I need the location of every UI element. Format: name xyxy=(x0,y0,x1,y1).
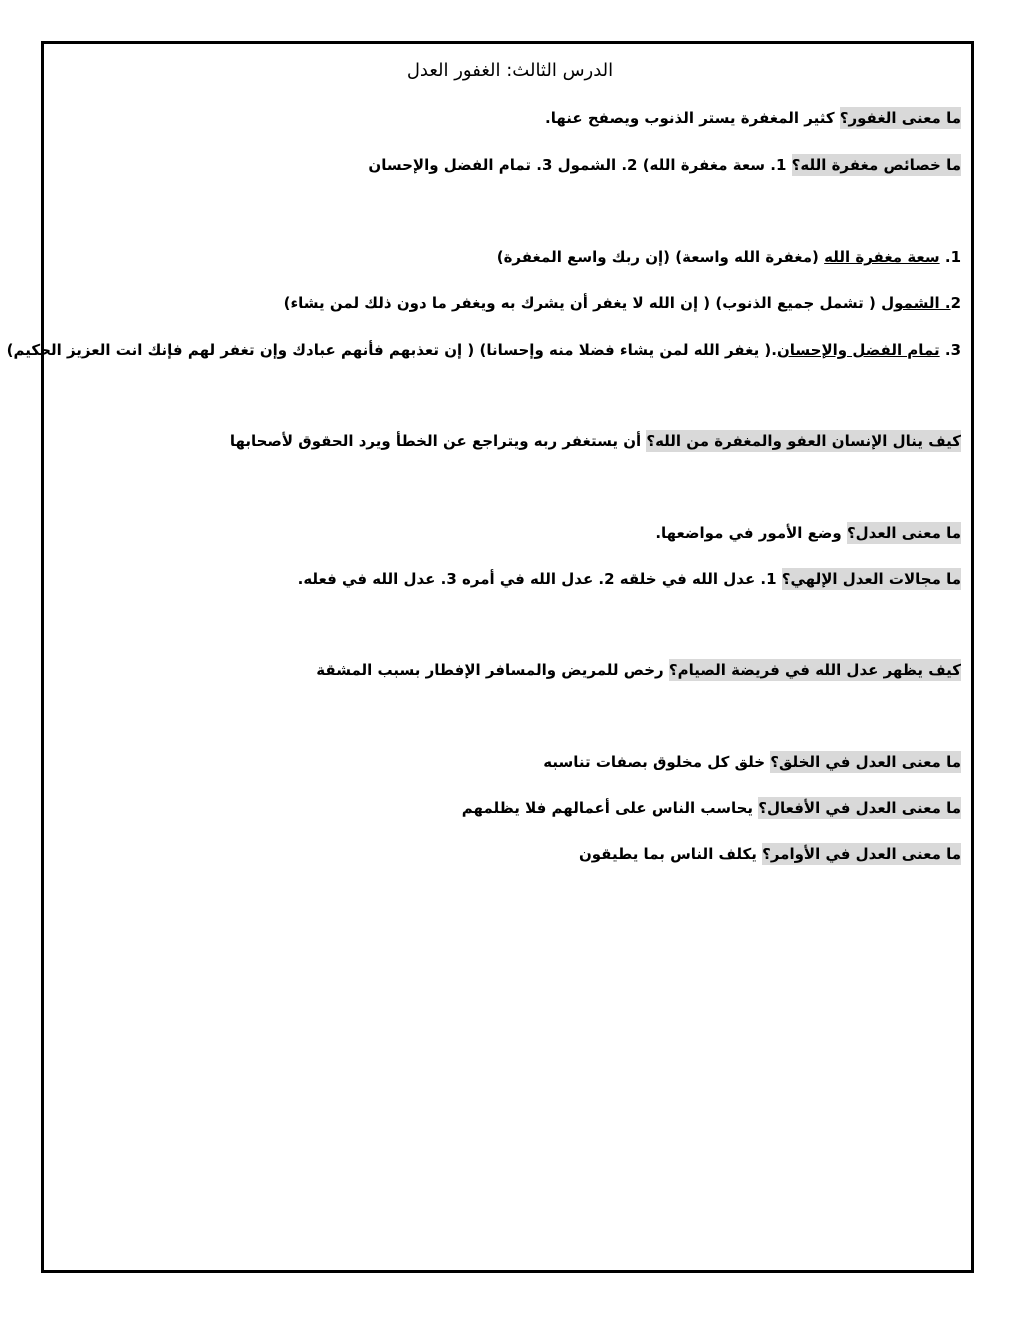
question: ما معنى العدل في الأفعال؟ xyxy=(758,799,961,817)
question: ما معنى العدل في الخلق؟ xyxy=(770,753,961,771)
line-justice-domains xyxy=(298,566,961,592)
line-trait-2 xyxy=(284,290,961,316)
line-justice-creation xyxy=(543,749,961,775)
item-heading: . الشمول xyxy=(881,294,951,312)
item-heading: سعة مغفرة الله xyxy=(824,248,940,266)
answer: يحاسب الناس على أعمالهم فلا يظلمهم xyxy=(461,799,759,817)
answer: 1. عدل الله في خلقه 2. عدل الله في أمره 3. عدل الله في فعله. xyxy=(297,570,782,588)
line-attaining-forgiveness xyxy=(230,428,961,454)
answer: يكلف الناس بما يطيقون xyxy=(578,845,763,863)
line-trait-3 xyxy=(7,337,961,363)
lesson-title: الدرس الثالث: الغفور العدل xyxy=(406,60,614,81)
line-ghafur-meaning xyxy=(545,105,961,131)
line-justice-meaning xyxy=(655,520,961,546)
line-justice-commands xyxy=(579,841,961,867)
item-text: .( يغفر الله لمن يشاء فضلا منه وإحسانا) ( إن تعذبهم فأنهم عبادك وإن تغفر لهم فإنك انت العزيز الحكيم) xyxy=(6,341,777,359)
question: ما معنى الغفور؟ xyxy=(839,109,961,127)
item-number: 3. xyxy=(939,341,961,359)
question: ما معنى العدل؟ xyxy=(846,524,961,542)
item-number: 1. xyxy=(939,248,961,266)
answer: رخص للمريض والمسافر الإفطار بسبب المشقة xyxy=(316,661,669,679)
question: كيف ينال الإنسان العفو والمغفرة من الله؟ xyxy=(646,432,961,450)
line-justice-fasting xyxy=(316,657,961,683)
answer: أن يستغفر ربه ويتراجع عن الخطأ ويرد الحقوق لأصحابها xyxy=(229,432,647,450)
line-justice-actions xyxy=(462,795,961,821)
answer: وضع الأمور في مواضعها. xyxy=(655,524,847,542)
question: ما خصائص مغفرة الله؟ xyxy=(791,156,961,174)
item-heading: تمام الفضل والإحسان xyxy=(776,341,940,359)
answer: 1. سعة مغفرة الله) 2. الشمول 3. تمام الفضل والإحسان xyxy=(368,156,792,174)
line-trait-1 xyxy=(497,244,961,270)
item-text: (مغفرة الله واسعة) (إن ربك واسع المغفرة) xyxy=(496,248,825,266)
answer: كثير المغفرة يستر الذنوب ويصفح عنها. xyxy=(545,109,840,127)
question: ما معنى العدل في الأوامر؟ xyxy=(762,845,961,863)
question: ما مجالات العدل الإلهي؟ xyxy=(781,570,961,588)
item-number: 2 xyxy=(950,294,961,312)
question: كيف يظهر عدل الله في فريضة الصيام؟ xyxy=(668,661,961,679)
item-text: ( تشمل جميع الذنوب) ( إن الله لا يغفر أن يشرك به ويغفر ما دون ذلك لمن يشاء) xyxy=(283,294,882,312)
line-forgiveness-traits xyxy=(368,152,961,178)
answer: خلق كل مخلوق بصفات تناسبه xyxy=(543,753,771,771)
